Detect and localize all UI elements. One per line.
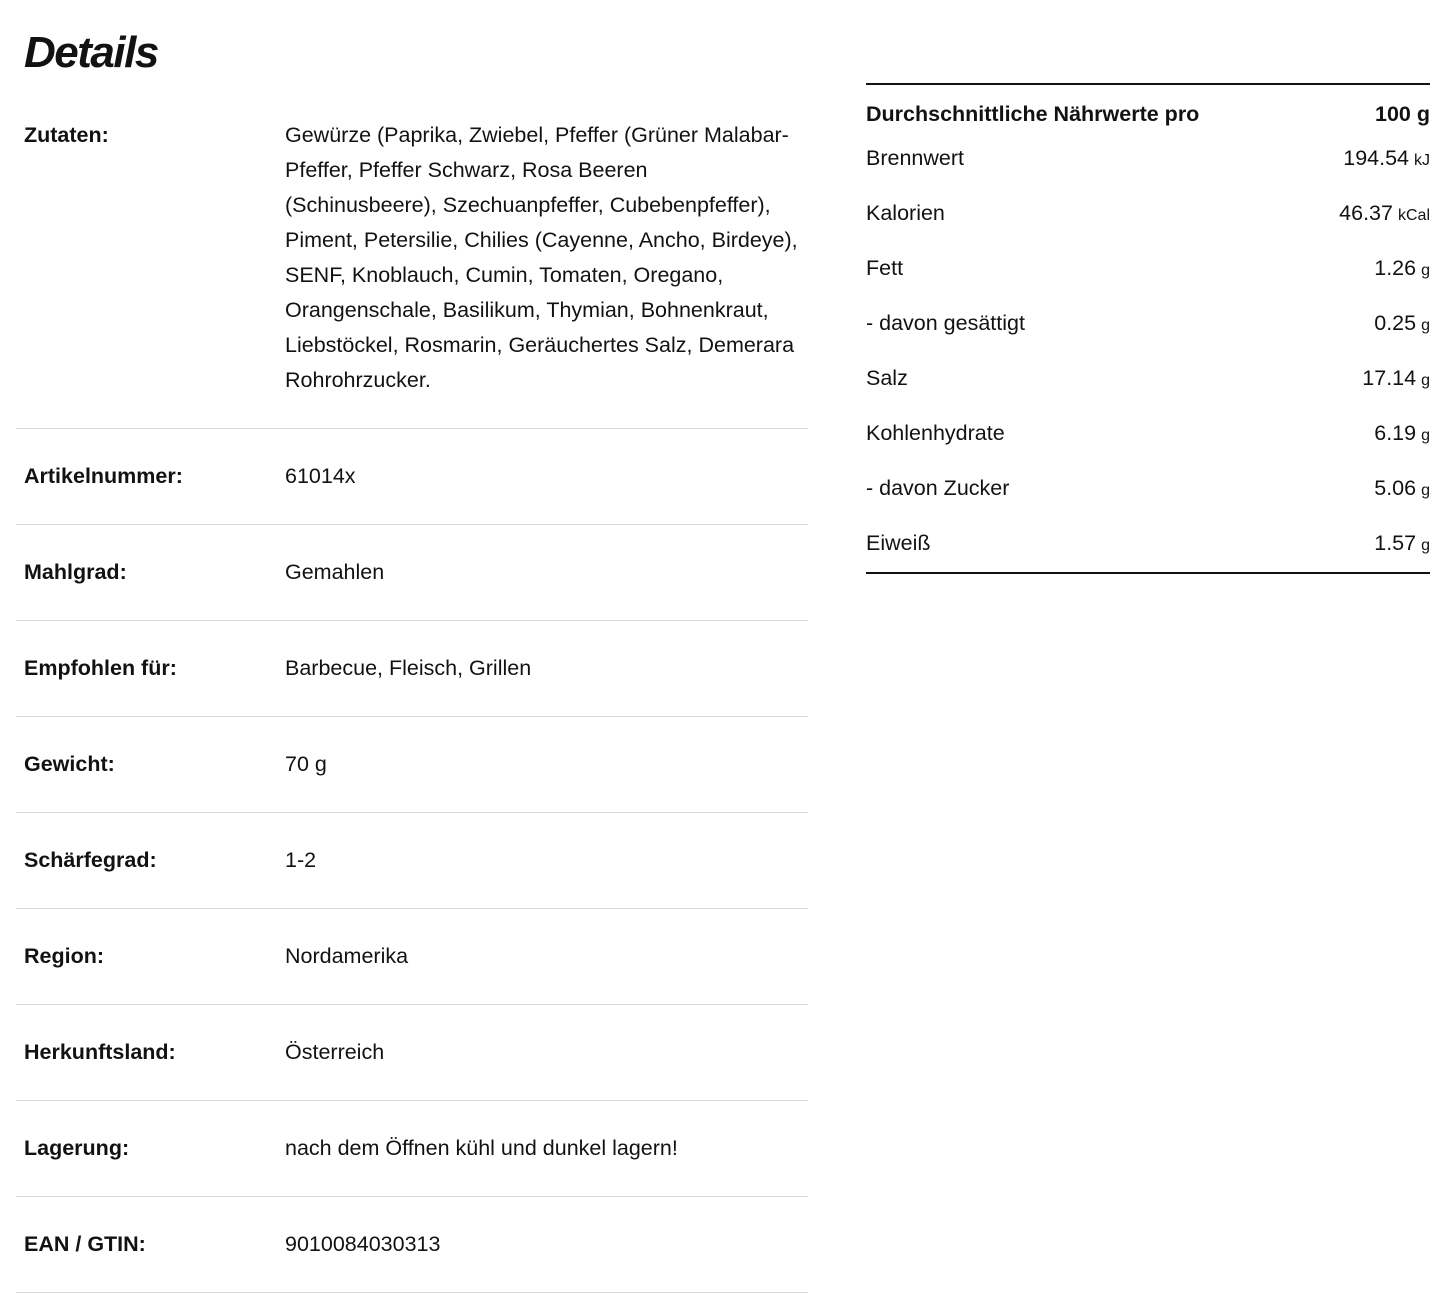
nutrition-value <box>1339 199 1430 230</box>
detail-label: Lagerung: <box>24 1136 130 1160</box>
nutrition-unit: g <box>1421 262 1430 279</box>
nutrition-row-salz <box>866 352 1430 407</box>
nutrition-row-fett <box>866 242 1430 297</box>
nutrition-header-label: Durchschnittliche Nährwerte pro <box>866 102 1200 126</box>
detail-label: Schärfegrad: <box>24 848 157 872</box>
detail-row-region <box>16 909 808 1005</box>
detail-value: 9010084030313 <box>285 1232 441 1256</box>
nutrition-table <box>866 83 1430 574</box>
nutrition-value <box>1374 529 1430 560</box>
nutrition-number: 0.25 <box>1374 311 1417 335</box>
nutrition-row-kohlenhydrate <box>866 407 1430 462</box>
nutrition-number: 6.19 <box>1374 421 1417 445</box>
details-columns <box>16 88 1430 1293</box>
detail-row-zutaten <box>16 88 808 429</box>
detail-row-herkunftsland <box>16 1005 808 1101</box>
detail-label: Artikelnummer: <box>24 464 183 488</box>
nutrition-value <box>1362 364 1430 395</box>
nutrition-row-kalorien <box>866 187 1430 242</box>
nutrition-label: - davon Zucker <box>866 476 1010 500</box>
detail-value: Gemahlen <box>285 560 385 584</box>
nutrition-value <box>1374 309 1430 340</box>
nutrition-number: 1.26 <box>1374 256 1417 280</box>
nutrition-number: 17.14 <box>1362 366 1417 390</box>
detail-label: EAN / GTIN: <box>24 1232 146 1256</box>
nutrition-value <box>1374 474 1430 505</box>
detail-value: Gewürze (Paprika, Zwiebel, Pfeffer (Grüner Malabar-Pfeffer, Pfeffer Schwarz, Rosa Beeren (Schinusbeere), Szechuanpfeffer, Cubebenpfeffer), Piment, Petersilie, Chilies (Cayenne, Ancho, Birdeye), SENF, Knoblauch, Cumin, Tomaten, Oregano, Orangenschale, Basilikum, Thymian, Bohnenkraut, Liebstöckel, Rosmarin, Geräuchertes Salz, Demerara Rohrohrzucker. <box>285 123 798 392</box>
nutrition-number: 46.37 <box>1339 201 1393 225</box>
nutrition-label: Fett <box>866 256 904 280</box>
detail-label: Herkunftsland: <box>24 1040 176 1064</box>
detail-value: Österreich <box>285 1040 385 1064</box>
nutrition-label: Kalorien <box>866 201 945 225</box>
detail-row-empfohlen-fuer <box>16 621 808 717</box>
detail-value: Barbecue, Fleisch, Grillen <box>285 656 532 680</box>
detail-label: Empfohlen für: <box>24 656 177 680</box>
nutrition-unit: kJ <box>1414 152 1430 169</box>
nutrition-row-brennwert <box>866 132 1430 187</box>
nutrition-number: 194.54 <box>1343 146 1409 170</box>
nutrition-unit: g <box>1421 372 1430 389</box>
nutrition-value <box>1374 419 1430 450</box>
nutrition-label: Brennwert <box>866 146 964 170</box>
nutrition-number: 5.06 <box>1374 476 1417 500</box>
product-details-list <box>16 88 808 1293</box>
detail-value: nach dem Öffnen kühl und dunkel lagern! <box>285 1136 678 1160</box>
nutrition-row-davon-gesaettigt <box>866 297 1430 352</box>
detail-value: 70 g <box>285 752 327 776</box>
detail-row-lagerung <box>16 1101 808 1197</box>
detail-label: Zutaten: <box>24 123 109 147</box>
nutrition-label: Kohlenhydrate <box>866 421 1005 445</box>
nutrition-label: Salz <box>866 366 908 390</box>
nutrition-unit: g <box>1421 537 1430 554</box>
nutrition-row-davon-zucker <box>866 462 1430 517</box>
detail-row-schaerfegrad <box>16 813 808 909</box>
detail-label: Mahlgrad: <box>24 560 127 584</box>
detail-row-mahlgrad <box>16 525 808 621</box>
nutrition-number: 1.57 <box>1374 531 1417 555</box>
detail-label: Gewicht: <box>24 752 115 776</box>
nutrition-header <box>866 85 1430 132</box>
nutrition-unit: kCal <box>1397 207 1430 224</box>
nutrition-label: - davon gesättigt <box>866 311 1025 335</box>
nutrition-unit: g <box>1421 317 1430 334</box>
nutrition-value <box>1374 254 1430 285</box>
detail-value: Nordamerika <box>285 944 409 968</box>
nutrition-unit: g <box>1421 482 1430 499</box>
detail-row-ean-gtin <box>16 1197 808 1293</box>
detail-value: 1-2 <box>285 848 317 872</box>
detail-row-artikelnummer <box>16 429 808 525</box>
nutrition-unit: g <box>1421 427 1430 444</box>
detail-row-gewicht <box>16 717 808 813</box>
detail-value: 61014x <box>285 464 356 488</box>
nutrition-row-eiweiss <box>866 517 1430 572</box>
nutrition-header-amount: 100 g <box>1375 102 1430 126</box>
detail-label: Region: <box>24 944 105 968</box>
page-title: Details <box>24 28 158 77</box>
nutrition-label: Eiweiß <box>866 531 931 555</box>
nutrition-value <box>1343 144 1430 175</box>
